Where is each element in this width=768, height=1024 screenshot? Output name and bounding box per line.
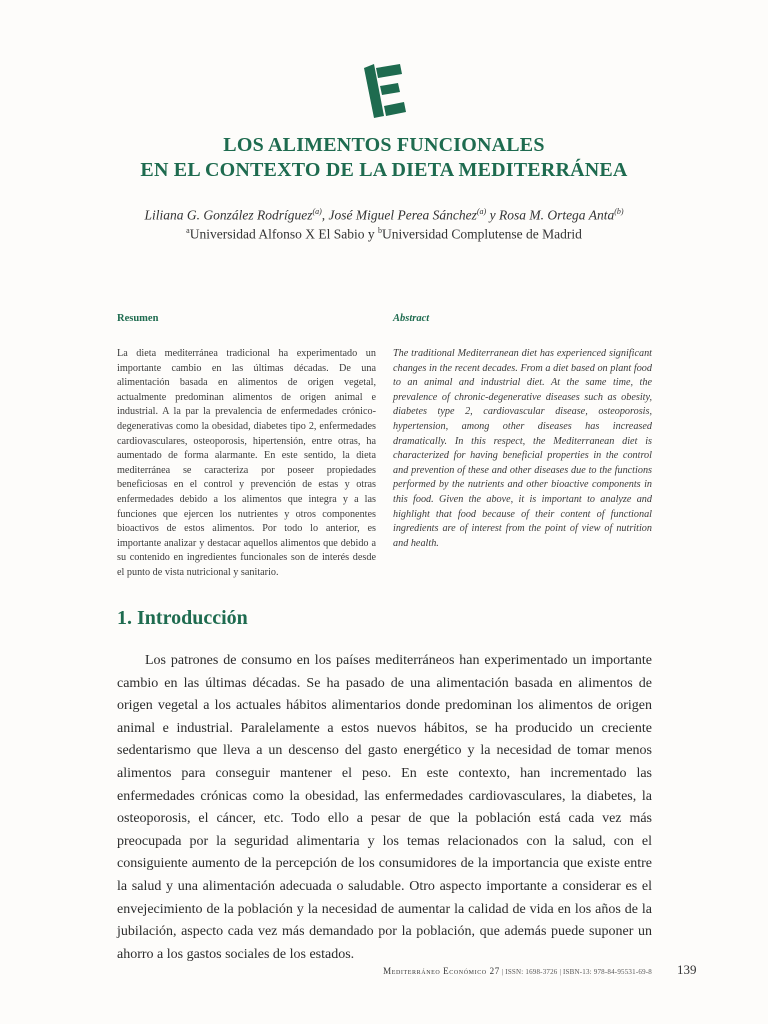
authors-line: Liliana G. González Rodríguez$^{(a)}$, José Miguel Perea Sánchez$^{(a)}$ y Rosa M. Ortega Anta$^{(b)}$ bbox=[144, 207, 624, 223]
abstract-text: The traditional Mediterranean diet has experienced significant changes in the recent decades. From a diet based on plant food to an animal and industrial diet. At the same time, the prevalence of chronic-degenerative diseases such as obesity, diabetes type 2, cardiovascular disease, osteoporosis, hypertension, among other diseases has increased dramatically. In this respect, the Mediterranean diet is characterized for having beneficial properties in the control and prevention of these and other diseases due to the functions performed by the nutrients and other bioactive components in this food. Given the above, it is important to analyze and highlight that food because of their content of functional ingredients are of interest from the point of view of nutrition and health. bbox=[393, 348, 652, 549]
author-2: José Miguel Perea Sánchez bbox=[328, 207, 477, 223]
section-heading: 1. Introducción bbox=[117, 607, 248, 629]
author-1-mark: (a) bbox=[312, 207, 322, 216]
title-line-2: EN EL CONTEXTO DE LA DIETA MEDITERRÁNEA bbox=[140, 159, 628, 181]
footer-citation bbox=[383, 966, 652, 976]
affil-b: Universidad Complutense de Madrid bbox=[381, 226, 582, 242]
author-1: Liliana G. González Rodríguez bbox=[144, 207, 313, 223]
page-number: 139 bbox=[677, 962, 697, 977]
resumen-label: Resumen bbox=[117, 313, 159, 324]
author-3: y Rosa M. Ortega Anta bbox=[489, 207, 615, 223]
affiliations-line bbox=[0, 226, 768, 243]
intro-paragraph: Los patrones de consumo en los países mediterráneos han experimentado un importante cambio en las últimas décadas. Se ha pasado de una alimentación basada en alimentos de origen vegetal a los actuales hábitos alimentarios donde predominan los alimentos de origen animal e industrial. Paralelamente a estos nuevos hábitos, se ha producido un creciente sedentarismo que lleva a un descenso del gasto energético y la necesidad de tomar menos alimentos para conseguir mantener el peso. En este contexto, han incrementado las enfermedades crónicas como la obesidad, las enfermedades cardiovasculares, la diabetes, la osteoporosis, el cáncer, etc. Todo ello a pesar de que la población está cada vez más preocupada por la seguridad alimentaria y los temas relacionados con la salud, con el consiguiente aumento de la percepción de los consumidores de la importancia que existe entre la salud y una alimentación adecuada o saludable. Otro aspecto importante a considerar es el envejecimiento de la población y la necesidad de aumentar la calidad de vida en los años de la jubilación, aspecto cada vez más demandado por la población, que además puede suponer un ahorro a los gastos sociales de los estados. bbox=[117, 653, 652, 962]
journal-brand: Mediterráneo Económico 27 bbox=[383, 966, 500, 976]
author-2-mark: (a) bbox=[476, 207, 487, 216]
issn-text: | ISSN: 1698-3726 | ISBN-13: 978-84-95531-69-8 bbox=[499, 968, 652, 976]
resumen-text: La dieta mediterránea tradicional ha experimentado un importante cambio en las últimas décadas. De una alimentación basada en alimentos de origen vegetal, actualmente predominan alimentos de origen animal e industrial. A la par la prevalencia de enfermedades crónico-degenerativas como la obesidad, diabetes tipo 2, enfermedades cardiovasculares, osteoporosis, hipertensión, entre otras, ha aumentado de forma alarmante. En este sentido, la dieta mediterránea se caracteriza por poseer propiedades beneficiosas en el control y prevención de estas y otras enfermedades debido a los alimentos que integra y a las funciones que ejercen los nutrientes y otros componentes bioactivos de estos alimentos. Por todo lo anterior, es importante analizar y destacar aquellos alimentos que debido a su contenido en ingredientes funcionales son de interés desde el punto de vista nutricional y sanitario. bbox=[117, 348, 376, 578]
abstract-label: Abstract bbox=[393, 313, 430, 324]
e-logo-icon bbox=[360, 62, 408, 120]
affil-a: Universidad Alfonso X El Sabio y bbox=[189, 226, 378, 242]
title-line-1: LOS ALIMENTOS FUNCIONALES bbox=[223, 134, 545, 156]
affil-a-mark: a bbox=[186, 226, 190, 235]
author-3-mark: (b) bbox=[614, 207, 624, 216]
affil-b-mark: b bbox=[377, 226, 382, 235]
